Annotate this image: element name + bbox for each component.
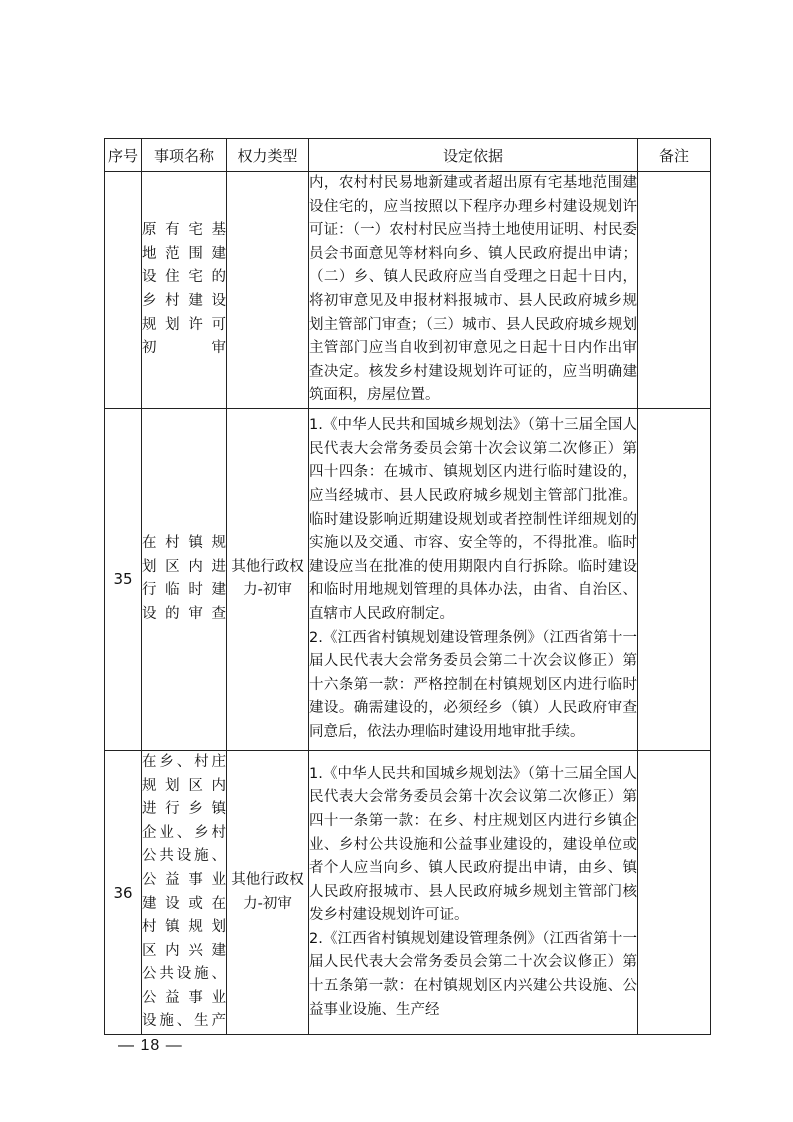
power-type: 其他行政权力-初审 [227,750,309,1034]
item-name-line: 公益事业 [142,871,226,888]
row-number: 35 [105,408,142,750]
page-number: — 18 — [118,1037,183,1054]
header-type: 权力类型 [227,139,309,172]
item-name-line: 设施、生产 [142,1013,226,1030]
power-type [227,172,309,409]
item-name-line: 规划区内 [142,777,226,794]
header-note: 备注 [638,139,711,172]
row-number: 36 [105,750,142,1034]
item-name-line: 在乡、村庄 [142,753,226,770]
item-name-line: 设的审查 [142,606,226,623]
legal-basis [309,172,638,409]
item-name-line: 区内兴建 [142,942,226,959]
header-name: 事项名称 [142,139,227,172]
item-name-line: 公共设施、 [142,966,226,983]
legal-basis-paragraph: 内，农村村民易地新建或者超出原有宅基地范围建设住宅的，应当按照以下程序办理乡村建设规划许可证：（一）农村村民应当持土地使用证明、村民委员会书面意见等材料向乡、镇人民政府提出申请；（二）乡、镇人民政府应当自受理之日起十日内，将初审意见及申报材料报城市、县人民政府城乡规划主管部门审查；（三）城市、县人民政府城乡规划主管部门应当自收到初审意见之日起十日内作出审查决定。核发乡村建设规划许可证的，应当明确建筑面积，房屋位置。 [309,175,637,404]
item-name-line: 进行乡镇 [142,801,226,818]
legal-basis-paragraph: 2.《江西省村镇规划建设管理条例》（江西省第十一届人民代表大会常务委员会第二十次会议修正）第十五条第一款：在村镇规划区内兴建公共设施、公益事业设施、生产经 [309,930,637,1018]
item-name-line: 规划许可 [142,316,226,333]
item-name-line: 公益事业 [142,989,226,1006]
table-row [105,172,711,409]
item-name-line: 在村镇规 [142,535,226,552]
item-name-line: 企业、乡村 [142,824,226,841]
row-number [105,172,142,409]
item-name [142,408,227,750]
item-name-line: 初审 [142,340,226,357]
table-row [105,750,711,1034]
item-name [142,172,227,409]
approval-items-table [104,138,711,1035]
item-name-line: 划区内进 [142,558,226,575]
item-name-line: 地范围建 [142,245,226,262]
item-name-line: 村镇规划 [142,919,226,936]
table-row [105,408,711,750]
legal-basis [309,408,638,750]
item-name-line: 公共设施、 [142,848,226,865]
item-name-line: 行临时建 [142,582,226,599]
power-type: 其他行政权力-初审 [227,408,309,750]
item-name-line: 建设或在 [142,895,226,912]
header-basis: 设定依据 [309,139,638,172]
header-no: 序号 [105,139,142,172]
item-name-line: 设住宅的 [142,269,226,286]
table-header-row [105,139,711,172]
remark [638,172,711,409]
legal-basis-paragraph: 2.《江西省村镇规划建设管理条例》（江西省第十一届人民代表大会常务委员会第二十次会议修正）第十六条第一款：严格控制在村镇规划区内进行临时建设。确需建设的，必须经乡（镇）人民政府审查同意后，依法办理临时建设用地审批手续。 [309,629,637,740]
remark [638,408,711,750]
remark [638,750,711,1034]
item-name [142,750,227,1034]
item-name-line: 原有宅基 [142,222,226,239]
legal-basis-paragraph: 1.《中华人民共和国城乡规划法》（第十三届全国人民代表大会常务委员会第十次会议第二次修正）第四十四条：在城市、镇规划区内进行临时建设的，应当经城市、县人民政府城乡规划主管部门批准。临时建设影响近期建设规划或者控制性详细规划的实施以及交通、市容、安全等的，不得批准。临时建设应当在批准的使用期限内自行拆除。临时建设和临时用地规划管理的具体办法，由省、自治区、直辖市人民政府制定。 [309,417,637,623]
legal-basis-paragraph: 1.《中华人民共和国城乡规划法》（第十三届全国人民代表大会常务委员会第十次会议第二次修正）第四十一条第一款：在乡、村庄规划区内进行乡镇企业、乡村公共设施和公益事业建设的，建设单位或者个人应当向乡、镇人民政府提出申请，由乡、镇人民政府报城市、县人民政府城乡规划主管部门核发乡村建设规划许可证。 [309,765,637,924]
legal-basis [309,750,638,1034]
item-name-line: 乡村建设 [142,292,226,309]
